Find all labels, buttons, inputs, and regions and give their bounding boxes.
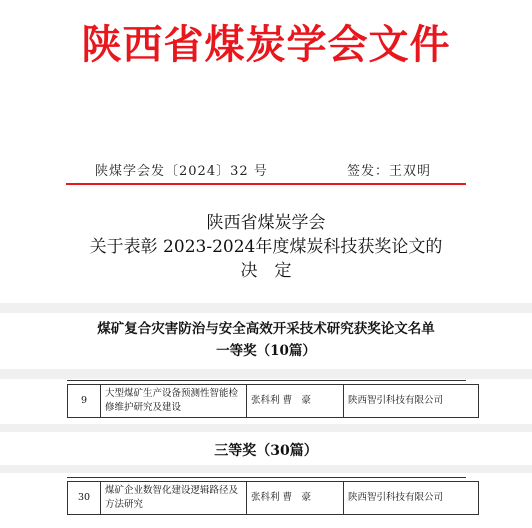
- red-divider-line: [66, 183, 466, 185]
- decision-title: [0, 211, 532, 283]
- section-separator: [0, 369, 532, 379]
- table-top-border: [67, 380, 466, 381]
- first-prize-heading: 一等奖（10篇）: [216, 343, 316, 359]
- award-list-title: 煤矿复合灾害防治与安全高效开采技术研究获奖论文名单: [97, 321, 435, 337]
- award-table-third: [67, 481, 479, 515]
- table-top-border: [67, 477, 466, 478]
- decision-title-line-2: 关于表彰 2023-2024年度煤炭科技获奖论文的: [89, 237, 443, 257]
- paper-authors: 张科利 曹 豪: [247, 385, 344, 418]
- paper-organization: 陕西智引科技有限公司: [344, 482, 479, 515]
- decision-title-line-1: 陕西省煤炭学会: [206, 213, 326, 233]
- award-list-heading: [0, 318, 532, 362]
- paper-title: 大型煤矿生产设备预测性智能检修维护研究及建设: [101, 385, 247, 418]
- row-number: 9: [68, 385, 101, 418]
- section-separator: [0, 424, 532, 432]
- award-table-first: [67, 384, 479, 418]
- row-number: 30: [68, 482, 101, 515]
- signer-label: 签发：王双明: [347, 164, 432, 179]
- paper-organization: 陕西智引科技有限公司: [344, 385, 479, 418]
- section-separator: [0, 303, 532, 313]
- document-number: 陕煤学会发〔2024〕32 号: [95, 164, 268, 179]
- decision-title-line-3: 决 定: [240, 261, 292, 281]
- table-row: [68, 385, 479, 418]
- section-separator: [0, 465, 532, 473]
- paper-title: 煤矿企业数智化建设逻辑路径及方法研究: [101, 482, 247, 515]
- paper-authors: 张科利 曹 豪: [247, 482, 344, 515]
- table-row: [68, 482, 479, 515]
- third-prize-heading: 三等奖（30篇）: [214, 443, 318, 459]
- document-header-title: 陕西省煤炭学会文件: [81, 22, 451, 68]
